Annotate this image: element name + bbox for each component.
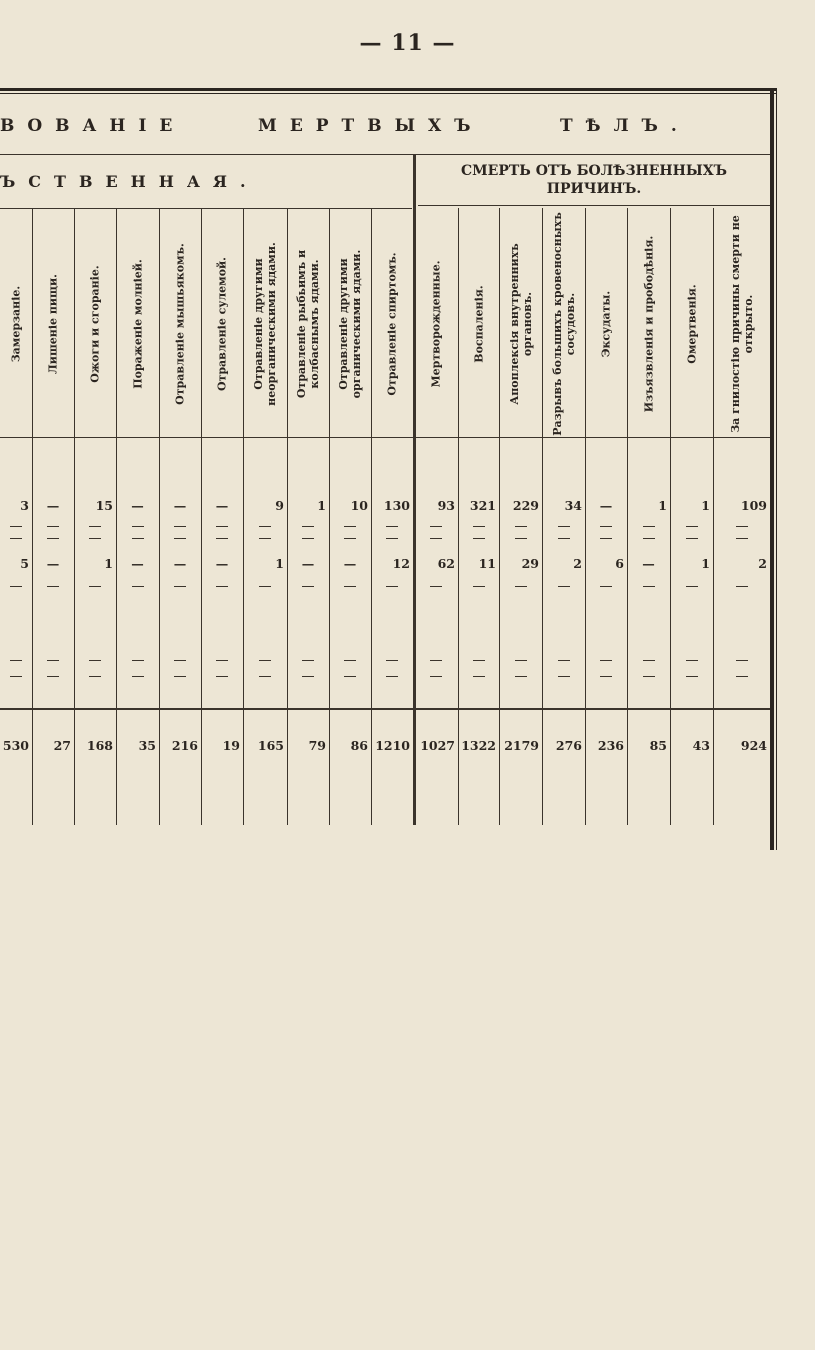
table-top-border-inner (0, 93, 777, 94)
empty-row-dash (344, 526, 356, 527)
column-header-label: Отравленіе другими органическими ядами. (337, 249, 363, 399)
total-cell: 1210 (375, 738, 410, 753)
column-header-label: Пораженіе молніей. (131, 259, 144, 389)
table-title (0, 104, 770, 148)
empty-row-dash (216, 538, 228, 539)
empty-row-dash (386, 676, 398, 677)
total-cell: 165 (257, 738, 284, 753)
empty-row-dash (10, 586, 22, 587)
column-line (74, 208, 75, 825)
total-cell: 43 (692, 738, 710, 753)
total-cell: 530 (2, 738, 29, 753)
column-header (542, 210, 585, 438)
empty-row-dash (558, 660, 570, 661)
column-header (74, 210, 116, 438)
column-line (499, 208, 500, 825)
empty-row-dash (259, 538, 271, 539)
title-word-1: ВОВАНІЕ (0, 116, 186, 136)
empty-row-dash (302, 660, 314, 661)
empty-row-dash (473, 526, 485, 527)
table-cell: 109 (740, 498, 767, 513)
column-line (32, 208, 33, 825)
column-header (0, 210, 32, 438)
empty-row-dash (386, 660, 398, 661)
empty-row-dash (302, 676, 314, 677)
column-line (201, 208, 202, 825)
empty-row-dash (515, 586, 527, 587)
empty-row-dash (10, 538, 22, 539)
column-header (116, 210, 159, 438)
empty-row-dash (302, 538, 314, 539)
column-header (585, 210, 627, 438)
empty-row-dash (430, 676, 442, 677)
column-header-label: Изъязвленія и прободѣнія. (642, 235, 655, 413)
empty-row-dash (47, 538, 59, 539)
column-header (371, 210, 413, 438)
title-word-3: ТѢЛЪ. (560, 116, 690, 136)
column-header-label: Разрывъ большихъ кровеносныхъ сосудовъ. (550, 212, 577, 436)
empty-row-dash (473, 660, 485, 661)
table-cell-dash: — (301, 556, 315, 571)
column-header-label: Ожоги и сгоранiе. (88, 265, 102, 383)
empty-row-dash (430, 538, 442, 539)
table-cell: 5 (20, 556, 29, 571)
empty-row-dash (686, 538, 698, 539)
column-header-label: Отравленіе мышьякомъ. (173, 243, 187, 405)
empty-row-dash (47, 586, 59, 587)
empty-row-dash (430, 586, 442, 587)
total-cell: 236 (597, 738, 624, 753)
empty-row-dash (89, 586, 101, 587)
empty-row-dash (515, 538, 527, 539)
empty-row-dash (686, 586, 698, 587)
title-divider (0, 154, 770, 155)
empty-row-dash (132, 676, 144, 677)
empty-row-dash (600, 660, 612, 661)
total-cell: 1027 (420, 738, 455, 753)
column-header (458, 210, 499, 438)
table-cell-dash: — (46, 556, 60, 571)
page-number: — 11 — (359, 30, 456, 56)
table-cell-dash: — (642, 556, 655, 571)
empty-row-dash (216, 526, 228, 527)
total-cell: 19 (222, 738, 240, 753)
column-header (243, 210, 287, 438)
empty-row-dash (259, 586, 271, 587)
empty-row-dash (600, 526, 612, 527)
table-cell-dash: — (131, 556, 144, 571)
column-header-label: Омертвенія. (685, 284, 698, 364)
empty-row-dash (216, 660, 228, 661)
table-cell-dash: — (46, 498, 60, 513)
empty-row-dash (643, 660, 655, 661)
empty-row-dash (515, 676, 527, 677)
total-cell: 79 (308, 738, 326, 753)
column-header (201, 210, 243, 438)
column-line (713, 208, 714, 825)
section-divider-right (418, 205, 770, 206)
empty-row-dash (10, 660, 22, 661)
column-line (116, 208, 117, 825)
table-cell: 11 (478, 556, 496, 571)
column-header-label: Отравленіе сулемой. (215, 256, 229, 392)
table-cell-dash: — (599, 498, 613, 513)
column-header-label: Отравленіе спиртомъ. (385, 252, 399, 396)
section-separator-line (413, 154, 416, 825)
table-cell: 1 (104, 556, 113, 571)
column-header-label: Лишеніе пищи. (46, 274, 60, 374)
table-cell: 15 (95, 498, 113, 513)
empty-row-dash (558, 526, 570, 527)
empty-row-dash (10, 676, 22, 677)
column-header-label: Апоплексія внутреннихъ органовъ. (507, 243, 534, 405)
table-cell: 62 (437, 556, 455, 571)
column-line (542, 208, 543, 825)
empty-row-dash (259, 676, 271, 677)
empty-row-dash (473, 586, 485, 587)
empty-row-dash (302, 586, 314, 587)
table-cell: 29 (521, 556, 539, 571)
column-line (243, 208, 244, 825)
empty-row-dash (515, 660, 527, 661)
total-cell: 168 (86, 738, 113, 753)
table-cell-dash: — (215, 498, 229, 513)
total-cell: 35 (138, 738, 156, 753)
empty-row-dash (47, 660, 59, 661)
table-top-border (0, 88, 777, 91)
total-cell: 85 (649, 738, 667, 753)
title-word-2: МЕРТВЫХЪ (258, 116, 484, 136)
column-line (159, 208, 160, 825)
empty-row-dash (558, 586, 570, 587)
column-line (670, 208, 671, 825)
empty-row-dash (259, 660, 271, 661)
table-cell: 9 (275, 498, 284, 513)
section-header-natural: ЪСТВЕННАЯ. (0, 172, 259, 191)
total-cell: 924 (740, 738, 767, 753)
empty-row-dash (132, 526, 144, 527)
table-cell-dash: — (343, 556, 357, 571)
empty-row-dash (89, 660, 101, 661)
column-header (627, 210, 670, 438)
empty-row-dash (473, 676, 485, 677)
table-cell: 1 (275, 556, 284, 571)
table-cell-dash: — (173, 498, 187, 513)
empty-row-dash (686, 676, 698, 677)
table-cell: 2 (758, 556, 767, 571)
column-header (287, 210, 329, 438)
table-cell: 10 (350, 498, 368, 513)
column-line (585, 208, 586, 825)
empty-row-dash (736, 526, 748, 527)
total-cell: 1322 (461, 738, 496, 753)
empty-row-dash (259, 526, 271, 527)
table-cell-dash: — (173, 556, 187, 571)
table-cell: 1 (317, 498, 326, 513)
column-line (371, 208, 372, 825)
table-cell: 1 (658, 498, 667, 513)
table-right-border (770, 88, 774, 850)
table-cell: 93 (437, 498, 455, 513)
total-cell: 276 (555, 738, 582, 753)
column-header-label: Отравленіе рыбьимъ и колбаснымъ ядами. (295, 249, 321, 399)
column-header (499, 210, 542, 438)
empty-row-dash (344, 676, 356, 677)
empty-row-dash (643, 526, 655, 527)
empty-row-dash (600, 676, 612, 677)
column-header (670, 210, 713, 438)
empty-row-dash (558, 676, 570, 677)
table-cell: 1 (701, 498, 710, 513)
table-cell: 229 (512, 498, 539, 513)
empty-row-dash (430, 526, 442, 527)
empty-row-dash (736, 660, 748, 661)
empty-row-dash (643, 538, 655, 539)
column-header (159, 210, 201, 438)
column-header-label: Эксудаты. (599, 290, 613, 358)
table-cell: 3 (20, 498, 29, 513)
column-header-label: Замерзаніе. (9, 285, 23, 363)
table-cell: 34 (564, 498, 582, 513)
empty-row-dash (686, 660, 698, 661)
total-cell: 86 (350, 738, 368, 753)
table-cell-dash: — (215, 556, 229, 571)
table-cell: 6 (615, 556, 624, 571)
column-line (329, 208, 330, 825)
empty-row-dash (89, 538, 101, 539)
empty-row-dash (344, 538, 356, 539)
empty-row-dash (174, 586, 186, 587)
empty-row-dash (89, 676, 101, 677)
empty-row-dash (515, 526, 527, 527)
empty-row-dash (216, 676, 228, 677)
column-header (32, 210, 74, 438)
empty-row-dash (10, 526, 22, 527)
column-line (627, 208, 628, 825)
empty-row-dash (174, 526, 186, 527)
empty-row-dash (558, 538, 570, 539)
column-header (413, 210, 458, 438)
column-header-label: За гнилостію причины смерти не открыто. (728, 215, 755, 433)
total-cell: 27 (53, 738, 71, 753)
column-header-label: Воспаленія. (472, 285, 485, 363)
empty-row-dash (643, 586, 655, 587)
table-cell: 12 (392, 556, 410, 571)
empty-row-dash (600, 538, 612, 539)
column-header-label: Отравленіе другими неорганическими ядами. (252, 242, 278, 406)
column-line (458, 208, 459, 825)
empty-row-dash (386, 538, 398, 539)
empty-row-dash (430, 660, 442, 661)
empty-row-dash (216, 586, 228, 587)
section-header-disease: СМЕРТЬ ОТЪ БОЛѢЗНЕННЫХЪ ПРИЧИНЪ. (461, 163, 727, 197)
empty-row-dash (132, 660, 144, 661)
empty-row-dash (132, 538, 144, 539)
total-cell: 2179 (504, 738, 539, 753)
empty-row-dash (736, 676, 748, 677)
empty-row-dash (473, 538, 485, 539)
empty-row-dash (736, 586, 748, 587)
empty-row-dash (600, 586, 612, 587)
empty-row-dash (47, 676, 59, 677)
empty-row-dash (386, 586, 398, 587)
column-header (713, 210, 770, 438)
column-line (287, 208, 288, 825)
total-cell: 216 (171, 738, 198, 753)
empty-row-dash (89, 526, 101, 527)
table-cell: 2 (573, 556, 582, 571)
empty-row-dash (344, 660, 356, 661)
column-header (329, 210, 371, 438)
empty-row-dash (174, 676, 186, 677)
empty-row-dash (344, 586, 356, 587)
empty-row-dash (174, 660, 186, 661)
table-cell-dash: — (131, 498, 144, 513)
empty-row-dash (643, 676, 655, 677)
section-divider-left (0, 208, 412, 209)
column-header-label: Мертворожденные. (429, 260, 442, 388)
table-cell: 1 (701, 556, 710, 571)
empty-row-dash (174, 538, 186, 539)
empty-row-dash (132, 586, 144, 587)
empty-row-dash (686, 526, 698, 527)
table-cell: 321 (469, 498, 496, 513)
empty-row-dash (47, 526, 59, 527)
table-cell: 130 (383, 498, 410, 513)
empty-row-dash (386, 526, 398, 527)
table-right-border-outer (776, 88, 777, 850)
empty-row-dash (736, 538, 748, 539)
empty-row-dash (302, 526, 314, 527)
